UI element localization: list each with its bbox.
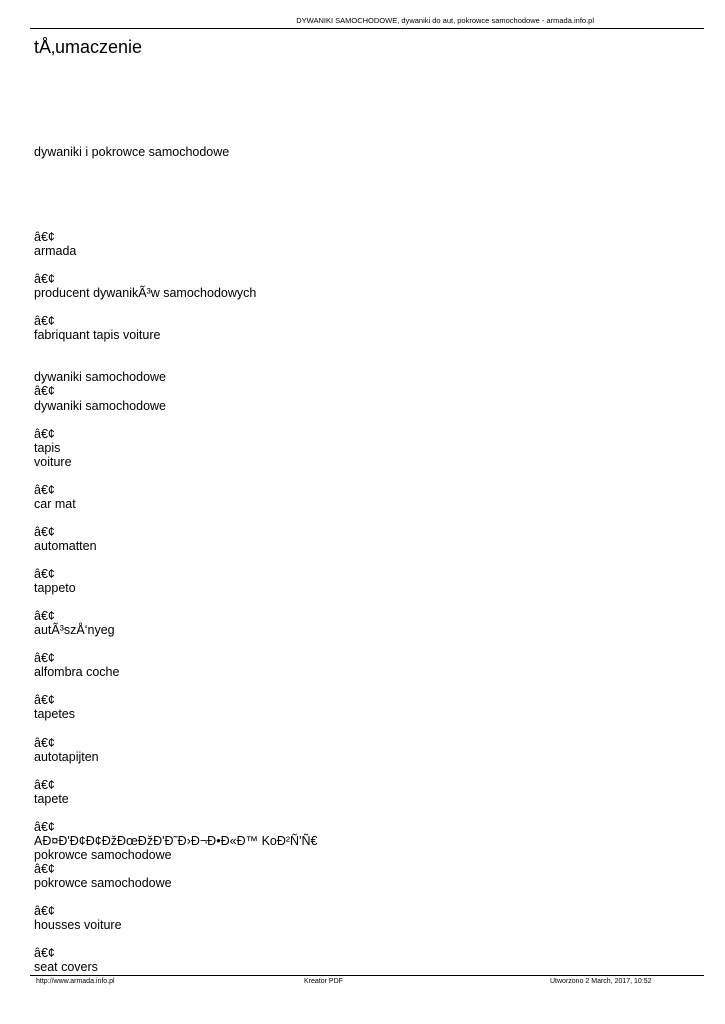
footer-created: Utworzono 2 March, 2017, 10:52 — [550, 978, 652, 985]
list-item-alfombra: alfombra coche — [34, 665, 120, 679]
bullet: â€¢ — [34, 946, 55, 960]
bullet: â€¢ — [34, 314, 55, 328]
list-item-tapete: tapete — [34, 792, 69, 806]
list-item-russian: AÐ¤Ð'Ð¢Ð¢ÐžÐœÐžÐ'Ð˜Ð›Ð¬Ð•Ð«Ð™ KoÐ²Ñ'Ñ€ — [34, 834, 318, 848]
list-item-car-mat: car mat — [34, 497, 76, 511]
list-item-tapis: tapis — [34, 441, 61, 455]
bullet: â€¢ — [34, 483, 55, 497]
list-item-tapetes: tapetes — [34, 707, 76, 721]
page-title: tÅ‚umaczenie — [34, 37, 143, 57]
section-heading-dywaniki: dywaniki samochodowe — [34, 370, 167, 384]
list-item-producent: producent dywanikÃ³w samochodowych — [34, 286, 257, 300]
list-item-autoszonyeg: autÃ³szÅ‘nyeg — [34, 623, 115, 637]
list-item-dywaniki: dywaniki samochodowe — [34, 399, 167, 413]
bullet: â€¢ — [34, 567, 55, 581]
list-item-fabriquant: fabriquant tapis voiture — [34, 328, 161, 342]
list-item-automatten: automatten — [34, 539, 97, 553]
bullet: â€¢ — [34, 736, 55, 750]
bullet: â€¢ — [34, 609, 55, 623]
list-item-housses: housses voiture — [34, 918, 122, 932]
bullet: â€¢ — [34, 651, 55, 665]
bullet: â€¢ — [34, 778, 55, 792]
subtitle: dywaniki i pokrowce samochodowe — [34, 145, 230, 159]
bullet: â€¢ — [34, 427, 55, 441]
bullet: â€¢ — [34, 525, 55, 539]
footer-rule — [30, 975, 704, 976]
bullet: â€¢ — [34, 230, 55, 244]
footer-url: http://www.armada.info.pl — [36, 978, 115, 985]
bullet: â€¢ — [34, 693, 55, 707]
bullet: â€¢ — [34, 904, 55, 918]
page-header: DYWANIKI SAMOCHODOWE, dywaniki do aut, pokrowce samochodowe - armada.info.pl — [296, 16, 594, 25]
list-item-pokrowce: pokrowce samochodowe — [34, 876, 172, 890]
list-item-armada: armada — [34, 244, 77, 258]
bullet: â€¢ — [34, 384, 55, 398]
bullet: â€¢ — [34, 272, 55, 286]
header-rule — [30, 28, 704, 29]
section-heading-pokrowce: pokrowce samochodowe — [34, 848, 172, 862]
footer-generator: Kreator PDF — [304, 978, 343, 985]
list-item-autotapijten: autotapijten — [34, 750, 99, 764]
list-item-tappeto: tappeto — [34, 581, 76, 595]
bullet: â€¢ — [34, 820, 55, 834]
bullet: â€¢ — [34, 862, 55, 876]
list-item-voiture: voiture — [34, 455, 72, 469]
list-item-seat-covers: seat covers — [34, 960, 98, 974]
